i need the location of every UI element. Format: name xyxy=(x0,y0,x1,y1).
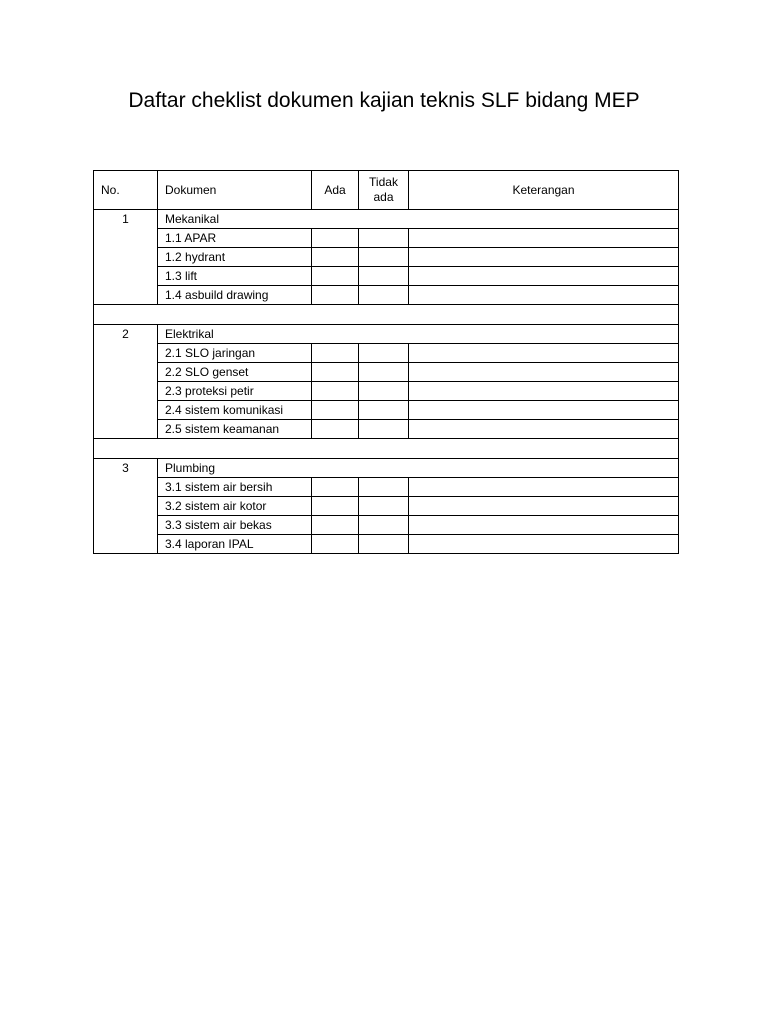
table-row xyxy=(94,344,679,363)
document-title: Daftar cheklist dokumen kajian teknis SLF bidang MEP xyxy=(128,89,640,112)
ada-cell[interactable] xyxy=(312,535,359,554)
tidak-ada-cell[interactable] xyxy=(359,382,409,401)
table-row xyxy=(94,420,679,439)
ada-cell[interactable] xyxy=(312,229,359,248)
spacer-row xyxy=(94,305,679,325)
item-label: 2.2 SLO genset xyxy=(158,363,312,382)
tidak-ada-cell[interactable] xyxy=(359,401,409,420)
ada-cell[interactable] xyxy=(312,497,359,516)
ada-cell[interactable] xyxy=(312,248,359,267)
item-label: 1.4 asbuild drawing xyxy=(158,286,312,305)
header-ada: Ada xyxy=(312,171,359,210)
item-label: 3.2 sistem air kotor xyxy=(158,497,312,516)
keterangan-cell[interactable] xyxy=(409,286,679,305)
table-row xyxy=(94,248,679,267)
table-row xyxy=(94,401,679,420)
header-tidak-ada-line1: Tidak xyxy=(369,175,398,189)
tidak-ada-cell[interactable] xyxy=(359,516,409,535)
item-label: 3.3 sistem air bekas xyxy=(158,516,312,535)
item-label: 1.2 hydrant xyxy=(158,248,312,267)
item-label: 2.5 sistem keamanan xyxy=(158,420,312,439)
keterangan-cell[interactable] xyxy=(409,229,679,248)
item-label: 3.4 laporan IPAL xyxy=(158,535,312,554)
ada-cell[interactable] xyxy=(312,267,359,286)
group-row-plumbing xyxy=(94,459,679,478)
header-tidak-ada-line2: ada xyxy=(373,190,394,204)
item-label: 2.1 SLO jaringan xyxy=(158,344,312,363)
table-row xyxy=(94,286,679,305)
table-row xyxy=(94,535,679,554)
table-row xyxy=(94,363,679,382)
group-name: Plumbing xyxy=(158,459,679,478)
ada-cell[interactable] xyxy=(312,420,359,439)
group-name: Mekanikal xyxy=(158,210,679,229)
header-no: No. xyxy=(94,171,158,210)
ada-cell[interactable] xyxy=(312,286,359,305)
tidak-ada-cell[interactable] xyxy=(359,267,409,286)
item-label: 1.3 lift xyxy=(158,267,312,286)
keterangan-cell[interactable] xyxy=(409,516,679,535)
spacer-cell xyxy=(94,305,679,325)
ada-cell[interactable] xyxy=(312,478,359,497)
keterangan-cell[interactable] xyxy=(409,401,679,420)
item-label: 1.1 APAR xyxy=(158,229,312,248)
header-tidak-ada xyxy=(359,171,409,210)
group-number: 2 xyxy=(94,325,158,439)
table-row xyxy=(94,497,679,516)
item-label: 2.4 sistem komunikasi xyxy=(158,401,312,420)
table-row xyxy=(94,516,679,535)
keterangan-cell[interactable] xyxy=(409,248,679,267)
table-row xyxy=(94,382,679,401)
group-number: 3 xyxy=(94,459,158,554)
keterangan-cell[interactable] xyxy=(409,363,679,382)
keterangan-cell[interactable] xyxy=(409,497,679,516)
tidak-ada-cell[interactable] xyxy=(359,229,409,248)
checklist-table xyxy=(93,170,679,554)
spacer-cell xyxy=(94,439,679,459)
keterangan-cell[interactable] xyxy=(409,382,679,401)
group-row-elektrikal xyxy=(94,325,679,344)
tidak-ada-cell[interactable] xyxy=(359,497,409,516)
keterangan-cell[interactable] xyxy=(409,535,679,554)
ada-cell[interactable] xyxy=(312,516,359,535)
spacer-row xyxy=(94,439,679,459)
header-keterangan: Keterangan xyxy=(409,171,679,210)
ada-cell[interactable] xyxy=(312,344,359,363)
keterangan-cell[interactable] xyxy=(409,344,679,363)
keterangan-cell[interactable] xyxy=(409,478,679,497)
group-row-mekanikal xyxy=(94,210,679,229)
keterangan-cell[interactable] xyxy=(409,267,679,286)
item-label: 3.1 sistem air bersih xyxy=(158,478,312,497)
tidak-ada-cell[interactable] xyxy=(359,420,409,439)
tidak-ada-cell[interactable] xyxy=(359,344,409,363)
table-row xyxy=(94,229,679,248)
tidak-ada-cell[interactable] xyxy=(359,478,409,497)
group-name: Elektrikal xyxy=(158,325,679,344)
tidak-ada-cell[interactable] xyxy=(359,363,409,382)
group-number: 1 xyxy=(94,210,158,305)
item-label: 2.3 proteksi petir xyxy=(158,382,312,401)
table-row xyxy=(94,267,679,286)
tidak-ada-cell[interactable] xyxy=(359,248,409,267)
ada-cell[interactable] xyxy=(312,382,359,401)
tidak-ada-cell[interactable] xyxy=(359,286,409,305)
table-row xyxy=(94,478,679,497)
keterangan-cell[interactable] xyxy=(409,420,679,439)
header-row xyxy=(94,171,679,210)
ada-cell[interactable] xyxy=(312,401,359,420)
header-dokumen: Dokumen xyxy=(158,171,312,210)
ada-cell[interactable] xyxy=(312,363,359,382)
tidak-ada-cell[interactable] xyxy=(359,535,409,554)
